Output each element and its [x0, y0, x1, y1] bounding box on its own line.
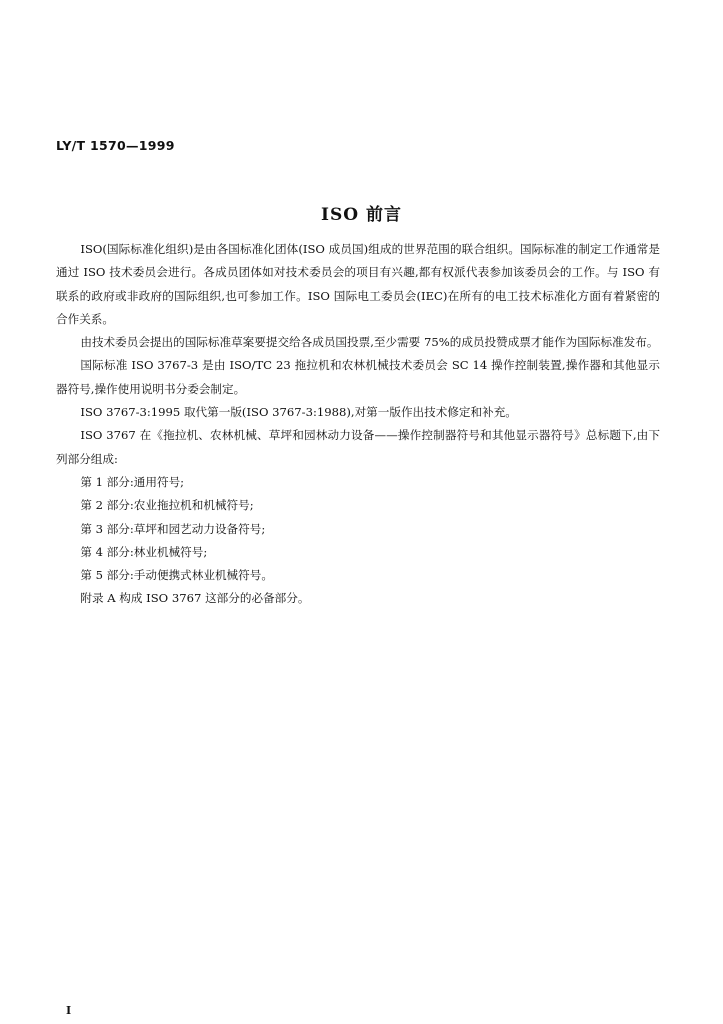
page-title: ISO 前言 [321, 205, 402, 225]
list-item-annex-a: 附录 A 构成 ISO 3767 这部分的必备部分。 [80, 591, 310, 606]
list-item-part-3: 第 3 部分:草坪和园艺动力设备符号; [80, 521, 266, 536]
list-item-part-2: 第 2 部分:农业拖拉机和机械符号; [80, 498, 254, 513]
document-body [56, 238, 660, 611]
paragraph-iso-intro: ISO(国际标准化组织)是由各国标准化团体(ISO 成员国)组成的世界范围的联合组织。国际标准的制定工作通常是通过 ISO 技术委员会进行。各成员团体如对技术委员会的项目有兴趣,都有权派代表参加该委员会的工作。与 ISO 有联系的政府或非政府的国际组织,也可参加工作。ISO 国际电工委员会(IEC)在所有的电工技术标准化方面有着紧密的合作关系。 [56, 242, 660, 326]
list-item-part-5: 第 5 部分:手动便携式林业机械符号。 [80, 568, 273, 583]
paragraph-voting: 由技术委员会提出的国际标准草案要提交给各成员国投票,至少需要 75%的成员投赞成票才能作为国际标准发布。 [80, 335, 659, 350]
page-number: I [66, 1004, 72, 1017]
list-item-part-1: 第 1 部分:通用符号; [80, 474, 185, 489]
paragraph-edition: ISO 3767-3:1995 取代第一版(ISO 3767-3:1988),对第一版作出技术修定和补充。 [80, 405, 517, 420]
paragraph-parts-intro: ISO 3767 在《拖拉机、农林机械、草坪和园林动力设备——操作控制器符号和其他显示器符号》总标题下,由下列部分组成: [56, 428, 660, 466]
list-item-part-4: 第 4 部分:林业机械符号; [80, 544, 208, 559]
paragraph-committee: 国际标准 ISO 3767-3 是由 ISO/TC 23 拖拉机和农林机械技术委员会 SC 14 操作控制装置,操作器和其他显示器符号,操作使用说明书分委会制定。 [56, 358, 660, 396]
standard-number-header: LY/T 1570—1999 [56, 138, 175, 153]
